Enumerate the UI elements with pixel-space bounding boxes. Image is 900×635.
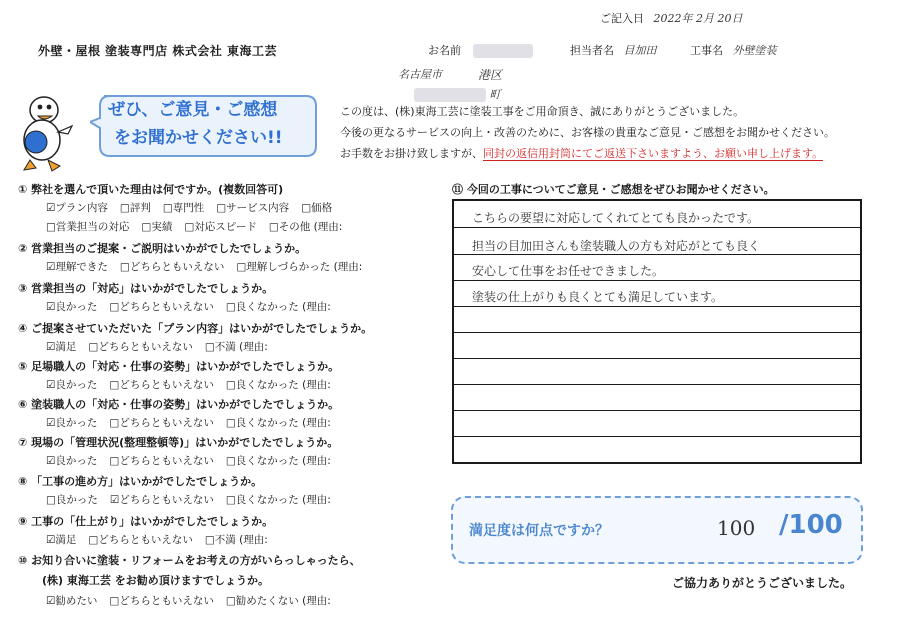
comment-line: 塗装の仕上がりも良くとても満足しています。 [472, 290, 724, 304]
staff-value: 目加田 [623, 44, 657, 57]
intro-line3-prefix: お手数をお掛け致しますが、 [340, 147, 483, 160]
q3-option[interactable]: □どちらともいえない [109, 301, 214, 313]
address-city: 名古屋市 [398, 68, 442, 81]
q2-option[interactable]: □どちらともいえない [119, 261, 225, 273]
q4-option[interactable]: □不満 (理由: [204, 341, 268, 353]
q7-title: ⑦ 現場の「管理状況(整理整頓等)」はいかがでしたでしょうか。 [18, 436, 339, 449]
comment-lines-box[interactable] [452, 199, 862, 464]
comment-line: 担当の目加田さんも塗装職人の方も対応がとても良く [472, 239, 761, 253]
q8-option[interactable]: ☑どちらともいえない [109, 494, 214, 506]
intro-line1: この度は、(株)東海工芸に塗装工事をご用命頂き、誠にありがとうございました。 [340, 105, 745, 118]
ruled-line [454, 332, 860, 333]
intro-line2: 今後の更なるサービスの向上・改善のために、お客様の貴重なご意見・ご感想をお聞かせください。 [340, 126, 835, 139]
intro-line3-red: 同封の返信用封筒にてご返送下さいますよう、お願い申し上げます。 [483, 147, 824, 160]
q9-option[interactable]: □どちらともいえない [88, 534, 193, 546]
q9-option[interactable]: ☑満足 [46, 534, 77, 546]
date-row [600, 10, 742, 26]
ruled-line [454, 280, 860, 281]
q3-option[interactable]: □良くなかった (理由: [225, 301, 331, 313]
staff-field [570, 42, 657, 58]
q2-option[interactable]: ☑理解できた [46, 261, 108, 273]
q4-option[interactable]: ☑満足 [46, 341, 77, 353]
q1-option[interactable]: □対応スピード [184, 221, 257, 233]
ruled-line [454, 436, 860, 437]
work-field [690, 42, 777, 58]
q5-options [46, 377, 343, 392]
q8-options [46, 492, 343, 507]
comment-line: こちらの要望に対応してくれてとても良かったです。 [472, 211, 760, 225]
q8-option[interactable]: □良かった [46, 494, 98, 506]
q6-title: ⑥ 塗装職人の「対応・仕事の姿勢」はいかがでしたでしょうか。 [18, 398, 340, 411]
q9-title: ⑨ 工事の「仕上がり」はいかがでしたでしょうか。 [18, 515, 274, 528]
address-town-row [414, 86, 501, 102]
q7-options [46, 453, 343, 468]
q10-option[interactable]: □勧めたくない (理由: [225, 595, 331, 607]
q5-option[interactable]: ☑良かった [46, 379, 98, 391]
q1-option[interactable]: □実績 [141, 221, 173, 233]
thanks-message: ご協力ありがとうございました。 [672, 576, 853, 590]
ruled-line [454, 410, 860, 411]
mascot-illustration [8, 92, 86, 174]
q6-option[interactable]: □どちらともいえない [109, 417, 214, 429]
score-label: 満足度は何点ですか？ [469, 523, 609, 539]
q2-option[interactable]: □理解しづらかった (理由: [236, 261, 363, 273]
q6-options [46, 415, 343, 430]
q1-option[interactable]: □その他 (理由: [268, 221, 343, 233]
q2-title: ② 営業担当のご提案・ご説明はいかがでしたでしょうか。 [18, 242, 307, 255]
q9-option[interactable]: □不満 (理由: [204, 534, 268, 546]
q10-options [46, 593, 343, 608]
ruled-line [454, 384, 860, 385]
address-ward: 港区 [478, 68, 503, 82]
q7-option[interactable]: ☑良かった [46, 455, 98, 467]
name-field [428, 42, 533, 58]
q5-title: ⑤ 足場職人の「対応・仕事の姿勢」はいかがでしたでしょうか。 [18, 360, 340, 373]
address-town: 町 [489, 88, 501, 101]
q11-title: ⑪ 今回の工事についてご意見・ご感想をぜひお聞かせください。 [452, 183, 775, 196]
q1-options-row1 [46, 200, 344, 215]
q7-option[interactable]: □良くなかった (理由: [225, 455, 331, 467]
q5-option[interactable]: □どちらともいえない [109, 379, 214, 391]
ruled-line [454, 358, 860, 359]
q7-option[interactable]: □どちらともいえない [109, 455, 214, 467]
q5-option[interactable]: □良くなかった (理由: [225, 379, 331, 391]
q3-title: ③ 営業担当の「対応」はいかがでしたでしょうか。 [18, 282, 274, 295]
q1-option[interactable]: □サービス内容 [216, 202, 290, 214]
ruled-line [454, 254, 860, 255]
intro-line3 [340, 145, 823, 161]
q4-option[interactable]: □どちらともいえない [88, 341, 193, 353]
ruled-line [454, 227, 860, 228]
q3-options [46, 299, 343, 314]
q1-options-row2 [46, 219, 354, 234]
q6-option[interactable]: □良くなかった (理由: [225, 417, 331, 429]
q10-option[interactable]: ☑勧めたい [46, 595, 98, 607]
q1-option[interactable]: □評判 [119, 202, 151, 214]
q1-option[interactable]: □営業担当の対応 [46, 221, 130, 233]
q10-subtitle: (株) 東海工芸 をお勧め頂けますでしょうか。 [42, 574, 270, 587]
q1-option[interactable]: □価格 [301, 202, 333, 214]
q1-option[interactable]: □専門性 [162, 202, 205, 214]
q3-option[interactable]: ☑良かった [46, 301, 98, 313]
q9-options [46, 532, 280, 547]
banner-line1: ぜひ、ご意見・ご感想 [108, 100, 278, 120]
redacted-name [473, 44, 533, 58]
q10-title: ⑩ お知り合いに塗装・リフォームをお考えの方がいらっしゃったら、 [18, 554, 361, 567]
q10-option[interactable]: □どちらともいえない [109, 595, 214, 607]
q6-option[interactable]: ☑良かった [46, 417, 98, 429]
banner-line2: をお聞かせください!! [114, 128, 283, 148]
date-value: 2022年 2月 20日 [653, 12, 743, 25]
score-value[interactable]: 100 [717, 516, 756, 540]
q4-title: ④ ご提案させていただいた「プラン内容」はいかがでしたでしょうか。 [18, 322, 373, 335]
score-max: /100 [779, 510, 843, 540]
redacted-address [414, 88, 486, 102]
work-value: 外壁塗装 [732, 44, 777, 57]
staff-label: 担当者名 [570, 44, 614, 57]
q2-options [46, 259, 374, 274]
date-label: ご記入日 [600, 12, 644, 25]
q4-options [46, 339, 280, 354]
q8-option[interactable]: □良くなかった (理由: [225, 494, 331, 506]
q1-title: ① 弊社を選んで頂いた理由は何ですか。(複数回答可) [18, 183, 284, 196]
ruled-line [454, 306, 860, 307]
comment-line: 安心して仕事をお任せできました。 [472, 264, 665, 278]
q1-option[interactable]: ☑プラン内容 [46, 202, 108, 214]
q8-title: ⑧ 「工事の進め方」はいかがでしたでしょうか。 [18, 475, 263, 488]
satisfaction-score-box [451, 496, 863, 564]
company-name: 外壁・屋根 塗装専門店 株式会社 東海工芸 [38, 44, 278, 58]
work-label: 工事名 [690, 44, 723, 57]
name-label: お名前 [428, 44, 461, 57]
